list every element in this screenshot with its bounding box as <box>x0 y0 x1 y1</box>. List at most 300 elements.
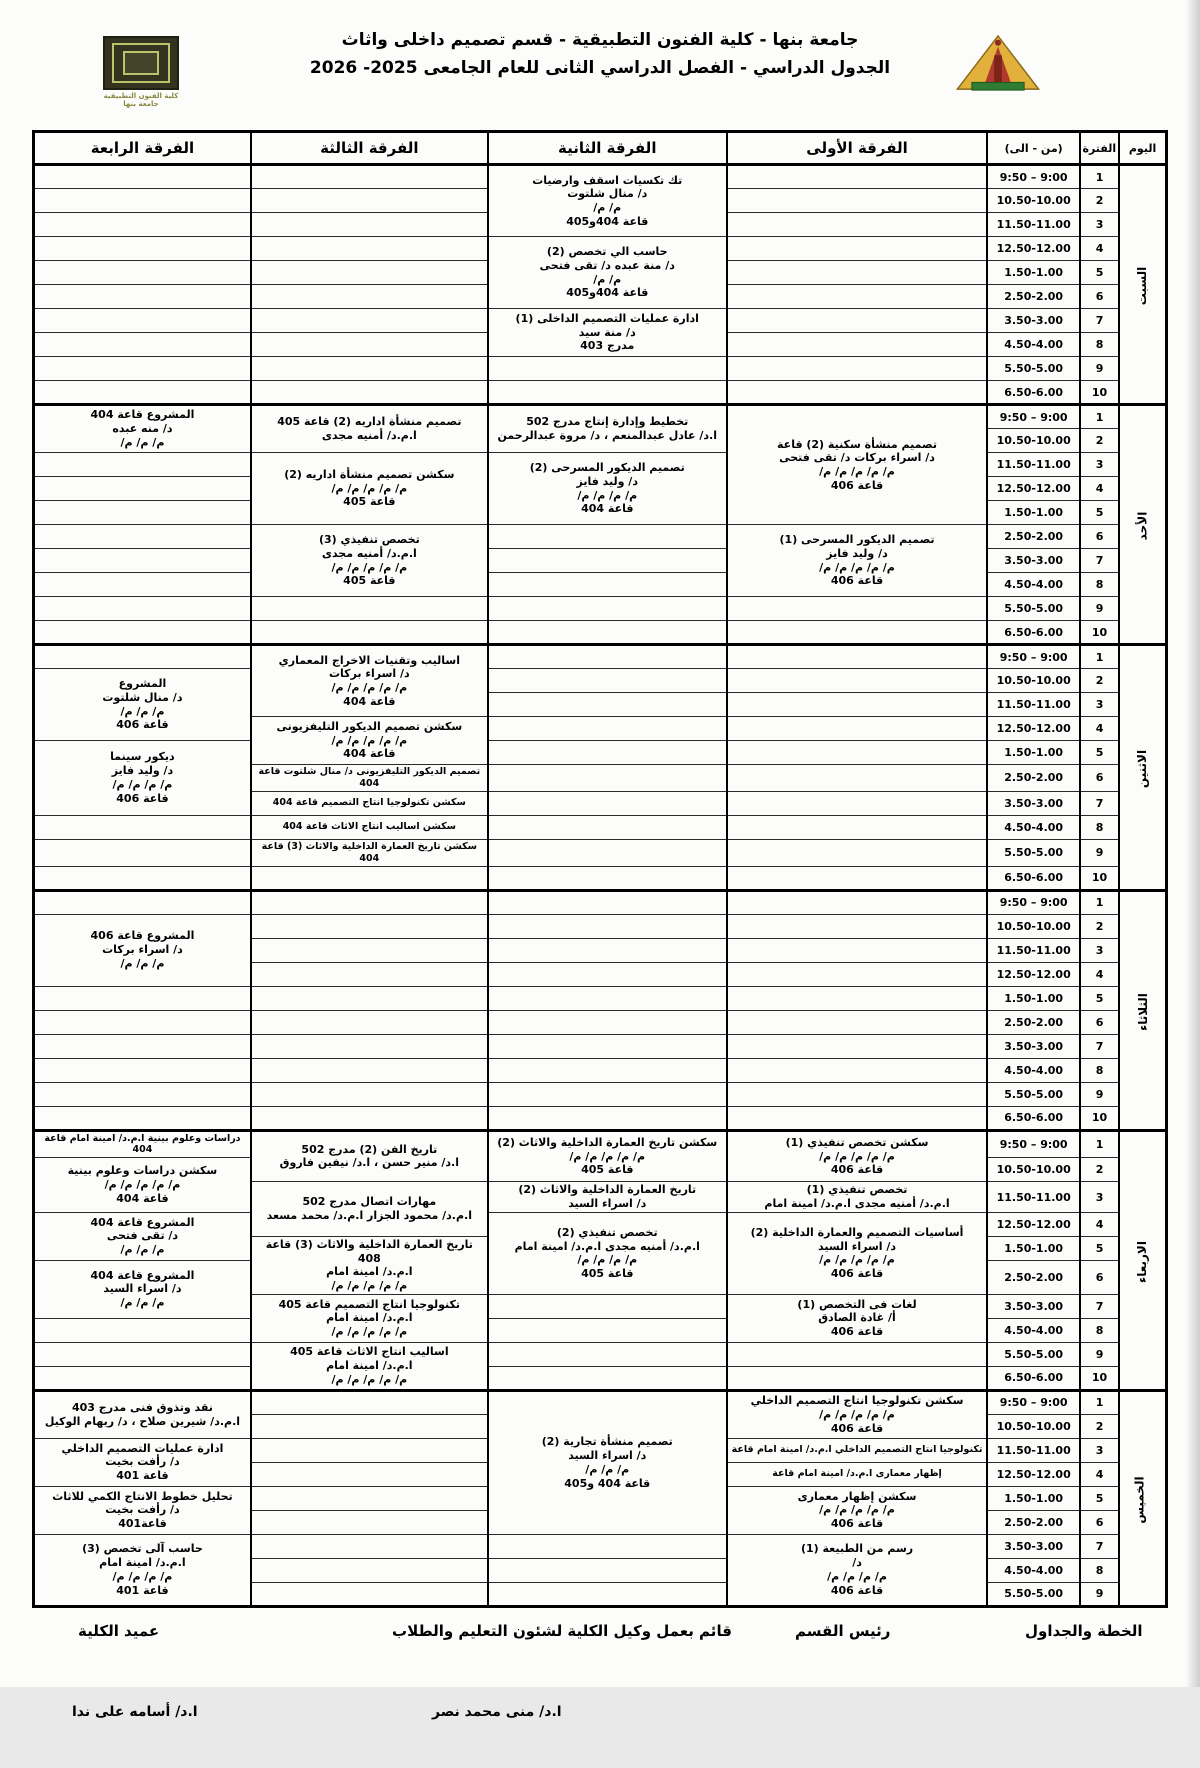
period-time: 6.50-6.00 <box>987 621 1080 645</box>
empty-cell <box>727 261 988 285</box>
empty-cell <box>488 645 727 669</box>
empty-cell <box>34 525 251 549</box>
period-time: 1.50-1.00 <box>987 501 1080 525</box>
empty-cell <box>727 866 988 890</box>
dept-head-label: رئيس القسم <box>795 1621 891 1640</box>
period-number: 3 <box>1080 453 1119 477</box>
schedule-row <box>34 237 1167 261</box>
empty-cell <box>727 333 988 357</box>
period-time: 6.50-6.00 <box>987 866 1080 890</box>
empty-cell <box>34 357 251 381</box>
period-time: 3.50-3.00 <box>987 1534 1080 1558</box>
empty-cell <box>727 741 988 765</box>
empty-cell <box>488 693 727 717</box>
period-number: 9 <box>1080 1342 1119 1366</box>
schedule-row <box>34 815 1167 839</box>
period-number: 1 <box>1080 890 1119 914</box>
course-cell: سكشن تاريخ العمارة الداخلية والاثاث (2) م/ م/ م/ م/ م/ قاعة 405 <box>488 1130 727 1182</box>
empty-cell <box>251 1010 488 1034</box>
empty-cell <box>727 938 988 962</box>
col-header-period: الفترة <box>1080 132 1119 165</box>
course-cell: سكشن تصميم الديكور التليفزيونى م/ م/ م/ م/ م/ قاعة 404 <box>251 717 488 765</box>
schedule-row <box>34 1058 1167 1082</box>
empty-cell <box>34 1366 251 1390</box>
empty-cell <box>488 1582 727 1606</box>
period-time: 4.50-4.00 <box>987 815 1080 839</box>
period-time: 5.50-5.00 <box>987 357 1080 381</box>
course-cell: أساسيات التصميم والعمارة الداخلية (2) د/ اسراء السيد م/ م/ م/ م/ م/ قاعة 406 <box>727 1212 988 1294</box>
schedule-row <box>34 1106 1167 1130</box>
schedule-row <box>34 1212 1167 1236</box>
empty-cell <box>488 1534 727 1558</box>
col-header-year3: الفرقة الثالثة <box>251 132 488 165</box>
course-cell: المشروع د/ منال شلتوت م/ م/ م/ قاعة 406 <box>34 669 251 741</box>
period-number: 10 <box>1080 1366 1119 1390</box>
schedule-row <box>34 986 1167 1010</box>
empty-cell <box>727 669 988 693</box>
schedule-row <box>34 309 1167 333</box>
schedule-row <box>34 914 1167 938</box>
course-cell: سكشن دراسات وعلوم بينية م/ م/ م/ م/ م/ قاعة 404 <box>34 1158 251 1213</box>
empty-cell <box>251 1558 488 1582</box>
course-cell: رسم من الطبيعة (1) د/ م/ م/ م/ م/ قاعة 406 <box>727 1534 988 1606</box>
empty-cell <box>251 1438 488 1462</box>
period-time: 4.50-4.00 <box>987 333 1080 357</box>
schedule-row <box>34 1034 1167 1058</box>
period-time: 5.50-5.00 <box>987 1082 1080 1106</box>
empty-cell <box>488 866 727 890</box>
period-time: 1.50-1.00 <box>987 261 1080 285</box>
empty-cell <box>488 890 727 914</box>
period-number: 5 <box>1080 501 1119 525</box>
empty-cell <box>727 914 988 938</box>
schedule-row <box>34 890 1167 914</box>
period-number: 3 <box>1080 1438 1119 1462</box>
period-time: 9:50 – 9:00 <box>987 645 1080 669</box>
period-time: 1.50-1.00 <box>987 1236 1080 1260</box>
page-title-line2: الجدول الدراسي - الفصل الدراسي الثانى للعام الجامعى 2025- 2026 <box>309 58 891 78</box>
period-time: 9:50 – 9:00 <box>987 1390 1080 1414</box>
period-number: 7 <box>1080 1034 1119 1058</box>
period-time: 2.50-2.00 <box>987 1510 1080 1534</box>
course-cell: تك تكسيات اسقف وارضيات د/ منال شلتوت م/ م/ قاعة 404و405 <box>488 165 727 237</box>
empty-cell <box>727 189 988 213</box>
period-time: 11.50-11.00 <box>987 693 1080 717</box>
day-label: الخميس <box>1119 1390 1166 1606</box>
course-cell: ديكور سينما د/ وليد فايز م/ م/ م/ م/ قاعة 406 <box>34 741 251 816</box>
empty-cell <box>488 1058 727 1082</box>
period-number: 1 <box>1080 1390 1119 1414</box>
empty-cell <box>727 839 988 866</box>
schedule-row <box>34 1130 1167 1158</box>
page-title-line1: جامعة بنها - كلية الفنون التطبيقية - قسم تصميم داخلى واثاث <box>341 30 859 50</box>
period-time: 10.50-10.00 <box>987 1414 1080 1438</box>
schedule-row <box>34 549 1167 573</box>
period-number: 8 <box>1080 333 1119 357</box>
period-number: 6 <box>1080 525 1119 549</box>
empty-cell <box>34 1010 251 1034</box>
empty-cell <box>251 938 488 962</box>
empty-cell <box>251 621 488 645</box>
period-time: 10.50-10.00 <box>987 1158 1080 1182</box>
period-time: 1.50-1.00 <box>987 741 1080 765</box>
schedule-row <box>34 597 1167 621</box>
schedule-header-row <box>34 132 1167 165</box>
period-time: 9:50 – 9:00 <box>987 890 1080 914</box>
period-time: 5.50-5.00 <box>987 1582 1080 1606</box>
period-time: 3.50-3.00 <box>987 1294 1080 1318</box>
schedule-row <box>34 866 1167 890</box>
empty-cell <box>34 453 251 477</box>
schedule-row <box>34 381 1167 405</box>
empty-cell <box>251 189 488 213</box>
period-time: 11.50-11.00 <box>987 1182 1080 1213</box>
empty-cell <box>34 189 251 213</box>
period-number: 6 <box>1080 1010 1119 1034</box>
period-time: 11.50-11.00 <box>987 453 1080 477</box>
period-number: 9 <box>1080 839 1119 866</box>
schedule-row <box>34 525 1167 549</box>
period-number: 4 <box>1080 477 1119 501</box>
period-number: 5 <box>1080 261 1119 285</box>
course-cell: تخطيط وإدارة إنتاج مدرج 502 ا.د/ عادل عبدالمنعم ، د/ مروة عبدالرحمن <box>488 405 727 453</box>
schedule-row <box>34 453 1167 477</box>
period-time: 3.50-3.00 <box>987 549 1080 573</box>
period-number: 10 <box>1080 1106 1119 1130</box>
period-time: 4.50-4.00 <box>987 1058 1080 1082</box>
period-number: 9 <box>1080 1082 1119 1106</box>
empty-cell <box>251 1534 488 1558</box>
empty-cell <box>727 381 988 405</box>
schedule-row <box>34 1534 1167 1558</box>
empty-cell <box>727 1366 988 1390</box>
empty-cell <box>34 501 251 525</box>
period-time: 9:50 – 9:00 <box>987 1130 1080 1158</box>
empty-cell <box>488 1342 727 1366</box>
period-number: 2 <box>1080 669 1119 693</box>
empty-cell <box>251 1582 488 1606</box>
period-number: 8 <box>1080 1558 1119 1582</box>
course-cell: تكنولوجيا انتاج التصميم قاعة 405 ا.م.د/ امينة امام م/ م/ م/ م/ م/ <box>251 1294 488 1342</box>
course-cell: تصميم منشأة سكنية (2) قاعة د/ اسراء بركات د/ تقى فتحى م/ م/ م/ م/ م/ قاعة 406 <box>727 405 988 525</box>
period-number: 5 <box>1080 986 1119 1010</box>
empty-cell <box>727 986 988 1010</box>
period-time: 12.50-12.00 <box>987 717 1080 741</box>
dept-head-signature: ا.د/ منى محمد نصر <box>432 1703 562 1720</box>
empty-cell <box>251 285 488 309</box>
schedule-row <box>34 1390 1167 1414</box>
empty-cell <box>251 1082 488 1106</box>
period-number: 10 <box>1080 381 1119 405</box>
course-cell: المشروع قاعة 404 د/ اسراء السيد م/ م/ م/ <box>34 1260 251 1318</box>
empty-cell <box>251 357 488 381</box>
schedule-row <box>34 839 1167 866</box>
schedule-row <box>34 741 1167 765</box>
empty-cell <box>488 669 727 693</box>
empty-cell <box>251 914 488 938</box>
empty-cell <box>488 791 727 815</box>
schedule-row <box>34 405 1167 429</box>
empty-cell <box>488 1010 727 1034</box>
empty-cell <box>34 890 251 914</box>
empty-cell <box>251 866 488 890</box>
period-number: 4 <box>1080 1462 1119 1486</box>
day-label: السبت <box>1119 165 1166 405</box>
empty-cell <box>34 1106 251 1130</box>
empty-cell <box>34 815 251 839</box>
period-time: 4.50-4.00 <box>987 1318 1080 1342</box>
empty-cell <box>488 357 727 381</box>
faculty-logo <box>95 36 187 109</box>
period-number: 2 <box>1080 1414 1119 1438</box>
empty-cell <box>488 938 727 962</box>
col-header-year2: الفرقة الثانية <box>488 132 727 165</box>
period-time: 2.50-2.00 <box>987 285 1080 309</box>
day-label: الثلاثاء <box>1119 890 1166 1130</box>
period-time: 6.50-6.00 <box>987 1106 1080 1130</box>
course-cell: المشروع قاعة 404 د/ منه عبده م/ م/ م/ <box>34 405 251 453</box>
period-time: 6.50-6.00 <box>987 1366 1080 1390</box>
faculty-logo-caption-line2: جامعة بنها <box>123 100 159 109</box>
empty-cell <box>727 357 988 381</box>
empty-cell <box>488 1366 727 1390</box>
schedule-row <box>34 621 1167 645</box>
period-number: 9 <box>1080 597 1119 621</box>
period-number: 8 <box>1080 573 1119 597</box>
empty-cell <box>251 890 488 914</box>
empty-cell <box>727 285 988 309</box>
period-time: 10.50-10.00 <box>987 429 1080 453</box>
empty-cell <box>727 309 988 333</box>
empty-cell <box>727 765 988 792</box>
empty-cell <box>488 914 727 938</box>
page-header <box>0 0 1200 126</box>
col-header-day: اليوم <box>1119 132 1166 165</box>
schedule-table <box>32 130 1168 1608</box>
course-cell: سكشن تكنولوجيا انتاج التصميم قاعة 404 <box>251 791 488 815</box>
period-time: 10.50-10.00 <box>987 669 1080 693</box>
period-number: 5 <box>1080 1236 1119 1260</box>
period-number: 8 <box>1080 1318 1119 1342</box>
plan-schedules-label: الخطة والجداول <box>1025 1621 1143 1640</box>
course-cell: سكشن اساليب انتاج الاثاث قاعة 404 <box>251 815 488 839</box>
course-cell: ادارة عمليات التصميم الداخلي د/ رأفت بخيت قاعة 401 <box>34 1438 251 1486</box>
period-number: 10 <box>1080 866 1119 890</box>
course-cell: تصميم منشأة تجارية (2) د/ اسراء السيد م/ م/ م/ قاعة 404 و405 <box>488 1390 727 1534</box>
course-cell: سكشن تصميم منشأة اداريه (2) م/ م/ م/ م/ م/ قاعة 405 <box>251 453 488 525</box>
period-time: 10.50-10.00 <box>987 189 1080 213</box>
period-time: 11.50-11.00 <box>987 213 1080 237</box>
course-cell: ادارة عمليات التصميم الداخلى (1) د/ منة سيد مدرج 403 <box>488 309 727 357</box>
schedule-row <box>34 645 1167 669</box>
empty-cell <box>488 839 727 866</box>
course-cell: سكشن تاريخ العمارة الداخلية والاثاث (3) قاعة 404 <box>251 839 488 866</box>
empty-cell <box>488 986 727 1010</box>
empty-cell <box>251 381 488 405</box>
course-cell: اساليب انتاج الاثاث قاعة 405 ا.م.د/ امينة امام م/ م/ م/ م/ م/ <box>251 1342 488 1390</box>
empty-cell <box>727 1342 988 1366</box>
period-time: 11.50-11.00 <box>987 938 1080 962</box>
course-cell: تصميم الديكور المسرحى (1) د/ وليد فايز م/ م/ م/ م/ م/ قاعة 406 <box>727 525 988 597</box>
empty-cell <box>34 839 251 866</box>
period-number: 6 <box>1080 765 1119 792</box>
period-number: 4 <box>1080 962 1119 986</box>
empty-cell <box>34 213 251 237</box>
period-number: 1 <box>1080 1130 1119 1158</box>
empty-cell <box>251 1510 488 1534</box>
period-number: 2 <box>1080 1158 1119 1182</box>
empty-cell <box>251 333 488 357</box>
period-number: 8 <box>1080 1058 1119 1082</box>
period-number: 10 <box>1080 621 1119 645</box>
empty-cell <box>34 261 251 285</box>
course-cell: تصميم منشأة اداريه (2) قاعة 405 ا.م.د/ أمنيه مجدى <box>251 405 488 453</box>
course-cell: حاسب آلى تخصص (3) ا.م.د/ امينة امام م/ م/ م/ م/ قاعة 401 <box>34 1534 251 1606</box>
empty-cell <box>488 573 727 597</box>
empty-cell <box>488 549 727 573</box>
empty-cell <box>727 1034 988 1058</box>
signature-footer <box>0 1618 1200 1768</box>
empty-cell <box>251 1390 488 1414</box>
empty-cell <box>488 597 727 621</box>
course-cell: تخصص تنفيذي (1) ا.م.د/ أمنيه مجدى ا.م.د/ امينة امام <box>727 1182 988 1213</box>
empty-cell <box>251 1106 488 1130</box>
day-label: الاربعاء <box>1119 1130 1166 1390</box>
empty-cell <box>727 791 988 815</box>
period-time: 5.50-5.00 <box>987 1342 1080 1366</box>
course-cell: دراسات وعلوم بينية ا.م.د/ امينة امام قاعة 404 <box>34 1130 251 1158</box>
empty-cell <box>34 285 251 309</box>
period-time: 12.50-12.00 <box>987 237 1080 261</box>
period-number: 7 <box>1080 549 1119 573</box>
empty-cell <box>251 597 488 621</box>
empty-cell <box>727 717 988 741</box>
period-time: 11.50-11.00 <box>987 1438 1080 1462</box>
course-cell: تصميم الديكور المسرحى (2) د/ وليد فايز م/ م/ م/ م/ قاعة 404 <box>488 453 727 525</box>
schedule-row <box>34 1366 1167 1390</box>
period-number: 9 <box>1080 357 1119 381</box>
schedule-row <box>34 573 1167 597</box>
period-time: 6.50-6.00 <box>987 381 1080 405</box>
empty-cell <box>251 962 488 986</box>
empty-cell <box>727 1082 988 1106</box>
empty-cell <box>251 986 488 1010</box>
empty-cell <box>727 1010 988 1034</box>
period-number: 9 <box>1080 1582 1119 1606</box>
period-number: 3 <box>1080 938 1119 962</box>
period-number: 2 <box>1080 914 1119 938</box>
period-number: 4 <box>1080 717 1119 741</box>
schedule-body <box>34 165 1167 1607</box>
period-number: 2 <box>1080 189 1119 213</box>
empty-cell <box>488 962 727 986</box>
schedule-row <box>34 1318 1167 1342</box>
period-time: 1.50-1.00 <box>987 1486 1080 1510</box>
empty-cell <box>251 1034 488 1058</box>
col-header-year1: الفرقة الأولى <box>727 132 988 165</box>
period-time: 12.50-12.00 <box>987 962 1080 986</box>
empty-cell <box>34 1342 251 1366</box>
vice-dean-label: قائم بعمل وكيل الكلية لشئون التعليم والطلاب <box>392 1621 732 1640</box>
empty-cell <box>34 1034 251 1058</box>
empty-cell <box>488 381 727 405</box>
empty-cell <box>34 645 251 669</box>
course-cell: تاريخ العمارة الداخلية والاثاث (3) قاعة 408 ا.م.د/ امينة امام م/ م/ م/ م/ م/ <box>251 1236 488 1294</box>
period-number: 6 <box>1080 1510 1119 1534</box>
empty-cell <box>727 815 988 839</box>
empty-cell <box>34 621 251 645</box>
faculty-logo-mark-icon <box>103 36 179 90</box>
empty-cell <box>34 549 251 573</box>
course-cell: اساليب وتقنيات الاخراج المعماري د/ اسراء بركات م/ م/ م/ م/ م/ قاعة 404 <box>251 645 488 717</box>
course-cell: تاريخ العمارة الداخلية والاثاث (2) د/ اسراء السيد <box>488 1182 727 1213</box>
col-header-year4: الفرقة الرابعة <box>34 132 251 165</box>
period-time: 4.50-4.00 <box>987 1558 1080 1582</box>
period-number: 6 <box>1080 1260 1119 1294</box>
empty-cell <box>727 1106 988 1130</box>
empty-cell <box>34 986 251 1010</box>
period-number: 5 <box>1080 1486 1119 1510</box>
period-number: 7 <box>1080 791 1119 815</box>
period-number: 4 <box>1080 237 1119 261</box>
empty-cell <box>251 165 488 189</box>
empty-cell <box>727 962 988 986</box>
empty-cell <box>488 1034 727 1058</box>
empty-cell <box>34 237 251 261</box>
empty-cell <box>34 477 251 501</box>
empty-cell <box>34 381 251 405</box>
course-cell: سكشن إظهار معمارى م/ م/ م/ م/ م/ قاعة 406 <box>727 1486 988 1534</box>
period-time: 4.50-4.00 <box>987 573 1080 597</box>
dean-signature: ا.د/ أسامه على ندا <box>72 1703 198 1720</box>
empty-cell <box>488 717 727 741</box>
col-header-time: (من - الى) <box>987 132 1080 165</box>
empty-cell <box>727 645 988 669</box>
empty-cell <box>488 815 727 839</box>
empty-cell <box>34 1058 251 1082</box>
empty-cell <box>727 213 988 237</box>
period-number: 6 <box>1080 285 1119 309</box>
period-number: 2 <box>1080 429 1119 453</box>
course-cell: سكشن تكنولوجيا انتاج التصميم الداخلي م/ م/ م/ م/ م/ قاعة 406 <box>727 1390 988 1438</box>
empty-cell <box>251 1414 488 1438</box>
faculty-logo-caption <box>95 92 187 109</box>
empty-cell <box>251 213 488 237</box>
empty-cell <box>34 573 251 597</box>
empty-cell <box>251 237 488 261</box>
course-cell: لغات فى التخصص (1) أ/ غادة الصادق قاعة 406 <box>727 1294 988 1342</box>
period-number: 5 <box>1080 741 1119 765</box>
period-number: 1 <box>1080 405 1119 429</box>
empty-cell <box>488 525 727 549</box>
empty-cell <box>251 1058 488 1082</box>
empty-cell <box>488 1106 727 1130</box>
empty-cell <box>251 309 488 333</box>
empty-cell <box>488 1318 727 1342</box>
period-time: 1.50-1.00 <box>987 986 1080 1010</box>
course-cell: تاريخ الفن (2) مدرج 502 ا.د/ منير حسن ، ا.د/ نيفين فاروق <box>251 1130 488 1182</box>
period-number: 3 <box>1080 213 1119 237</box>
period-time: 9:50 – 9:00 <box>987 165 1080 189</box>
schedule-row <box>34 165 1167 189</box>
period-number: 3 <box>1080 1182 1119 1213</box>
course-cell: تخصص تنفيذي (3) ا.م.د/ أمنيه مجدى م/ م/ م/ م/ م/ قاعة 405 <box>251 525 488 597</box>
empty-cell <box>34 309 251 333</box>
empty-cell <box>251 261 488 285</box>
empty-cell <box>251 1486 488 1510</box>
schedule-row <box>34 1010 1167 1034</box>
schedule-row <box>34 669 1167 693</box>
